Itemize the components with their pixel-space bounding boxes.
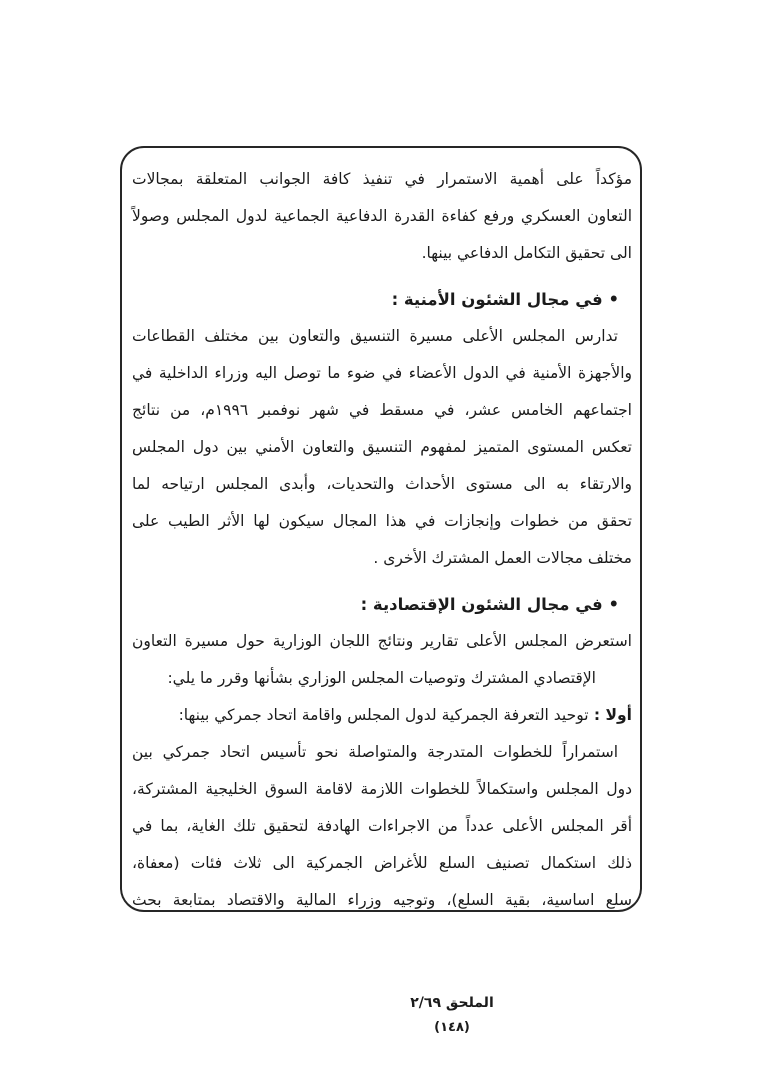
item-number-label: أولا : — [588, 706, 632, 724]
page-number: (١٤٨) — [434, 1020, 470, 1035]
text-line: مختلف مجالات العمل المشترك الأخرى . — [373, 549, 632, 567]
paragraph-security — [132, 318, 632, 577]
text-line: سلع اساسية، بقية السلع)، وتوجيه وزراء المالية والاقتصاد بمتابعة بحث — [132, 891, 632, 909]
paragraph-intro — [132, 161, 632, 272]
text-line: والأجهزة الأمنية في الدول الأعضاء في ضوء ما توصل اليه وزراء الداخلية في — [132, 364, 632, 382]
appendix-reference: الملحق ٢/٦٩ — [410, 995, 494, 1011]
section-heading-economic: • في مجال الشئون الإقتصادية : — [360, 595, 619, 614]
text-line: تحقق من خطوات وإنجازات في هذا المجال سيكون لها الأثر الطيب على — [132, 512, 632, 530]
text-line: الإقتصادي المشترك وتوصيات المجلس الوزاري بشأنها وقرر ما يلي: — [167, 669, 596, 687]
text-line: والارتقاء به الى مستوى الأحداث والتحديات، وأبدى المجلس ارتياحه لما — [132, 475, 632, 493]
text-line: دول المجلس واستكمالاً للخطوات اللازمة لاقامة السوق الخليجية المشتركة، — [132, 780, 632, 798]
text-line: تعكس المستوى المتميز لمفهوم التنسيق والتعاون الأمني بين دول المجلس — [132, 438, 632, 456]
page-footer — [342, 994, 562, 1037]
text-line: تدارس المجلس الأعلى مسيرة التنسيق والتعاون بين مختلف القطاعات — [132, 327, 618, 345]
text-line: التعاون العسكري ورفع كفاءة القدرة الدفاعية الجماعية لدول المجلس وصولاً — [132, 207, 632, 225]
paragraph-economic-body — [132, 734, 632, 919]
text-line: الى تحقيق التكامل الدفاعي بينها. — [421, 244, 632, 262]
text-line: مؤكداً على أهمية الاستمرار في تنفيذ كافة الجوانب المتعلقة بمجالات — [132, 170, 632, 188]
text-line: اجتماعهم الخامس عشر، في مسقط في شهر نوفمبر ١٩٩٦م، من نتائج — [132, 401, 632, 419]
paragraph-economic-intro — [132, 623, 632, 697]
section-heading-security: • في مجال الشئون الأمنية : — [391, 290, 619, 309]
text-line: ذلك استكمال تصنيف السلع للأغراض الجمركية الى ثلاث فئات (معفاة، — [132, 854, 632, 872]
item-text: توحيد التعرفة الجمركية لدول المجلس واقامة اتحاد جمركي بينها: — [178, 706, 589, 724]
text-line: استعرض المجلس الأعلى تقارير ونتائج اللجان الوزارية حول مسيرة التعاون — [132, 632, 632, 650]
document-frame — [120, 146, 642, 912]
list-item-first — [132, 697, 632, 734]
text-line: استمراراً للخطوات المتدرجة والمتواصلة نحو تأسيس اتحاد جمركي بين — [132, 743, 618, 761]
text-line: أقر المجلس الأعلى عدداً من الاجراءات الهادفة لتحقيق تلك الغاية، بما في — [132, 817, 632, 835]
